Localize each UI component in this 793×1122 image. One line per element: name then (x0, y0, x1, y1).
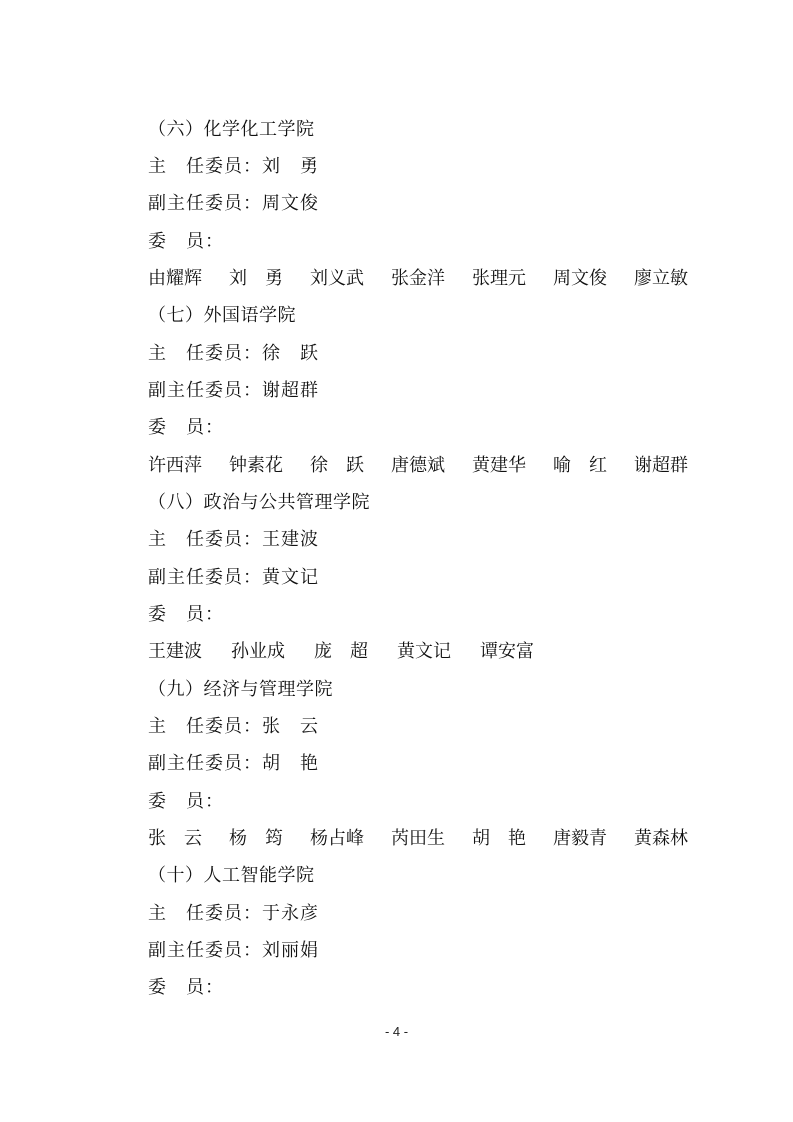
member-name: 胡 艳 (472, 828, 526, 849)
member-name: 张金洋 (391, 268, 445, 289)
deputy-director-line: 副主任委员：周文俊 (148, 193, 319, 214)
member-name: 喻 红 (553, 455, 607, 476)
member-name: 黄森林 (634, 828, 688, 849)
member-name: 许西萍 (148, 455, 202, 476)
members-list (148, 266, 688, 292)
members-list (148, 826, 688, 852)
member-name: 王建波 (148, 641, 202, 662)
member-name: 唐德斌 (391, 455, 445, 476)
director-line: 主 任委员：于永彦 (148, 903, 319, 924)
member-name: 杨占峰 (310, 828, 364, 849)
member-name: 张理元 (472, 268, 526, 289)
member-name: 谢超群 (634, 455, 688, 476)
members-label: 委 员： (148, 791, 224, 812)
director-line: 主 任委员：徐 跃 (148, 343, 319, 364)
member-name: 黄文记 (397, 641, 451, 662)
member-name: 唐毅青 (553, 828, 607, 849)
members-label: 委 员： (148, 231, 224, 252)
section-title: （九）经济与管理学院 (148, 679, 333, 700)
member-name: 庞 超 (314, 641, 368, 662)
members-label: 委 员： (148, 977, 224, 998)
deputy-director-line: 副主任委员：谢超群 (148, 380, 319, 401)
member-name: 廖立敏 (634, 268, 688, 289)
member-name: 周文俊 (553, 268, 607, 289)
member-name: 由耀辉 (148, 268, 202, 289)
member-name: 钟素花 (229, 455, 283, 476)
section-title: （七）外国语学院 (148, 305, 296, 326)
deputy-director-line: 副主任委员：黄文记 (148, 567, 319, 588)
member-name: 芮田生 (391, 828, 445, 849)
member-name: 杨 筠 (229, 828, 283, 849)
section-title: （六）化学化工学院 (148, 119, 315, 140)
members-label: 委 员： (148, 417, 224, 438)
member-name: 刘义武 (310, 268, 364, 289)
director-line: 主 任委员：刘 勇 (148, 156, 319, 177)
director-line: 主 任委员：王建波 (148, 529, 319, 550)
members-list (148, 453, 688, 479)
page-number: - 4 - (384, 1024, 409, 1039)
deputy-director-line: 副主任委员：胡 艳 (148, 753, 319, 774)
member-name: 刘 勇 (229, 268, 283, 289)
deputy-director-line: 副主任委员：刘丽娟 (148, 940, 319, 961)
section-title: （十）人工智能学院 (148, 865, 315, 886)
member-name: 徐 跃 (310, 455, 364, 476)
director-line: 主 任委员：张 云 (148, 716, 319, 737)
member-name: 孙业成 (231, 641, 285, 662)
member-name: 张 云 (148, 828, 202, 849)
members-label: 委 员： (148, 604, 224, 625)
member-name: 谭安富 (480, 641, 534, 662)
members-list (148, 639, 534, 665)
member-name: 黄建华 (472, 455, 526, 476)
section-title: （八）政治与公共管理学院 (148, 492, 370, 513)
